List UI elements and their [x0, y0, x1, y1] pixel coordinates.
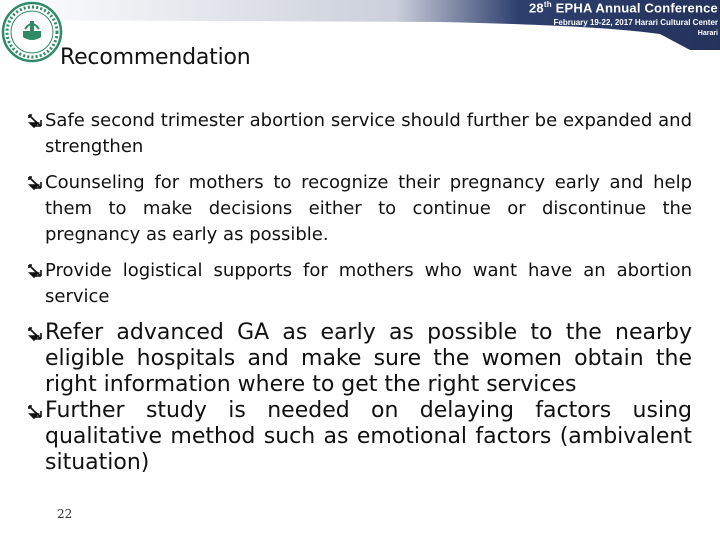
bullet-item — [28, 108, 692, 160]
bullet-item — [28, 170, 692, 248]
bullet-text: Refer advanced GA as early as possible to the nearby eligible hospitals and make sure the women obtain the right information where to get the right services — [45, 320, 692, 397]
conference-city: Harari — [697, 30, 718, 37]
conference-title: 28th EPHA Annual Conference — [529, 0, 718, 16]
bullet-text: Counseling for mothers to recognize their pregnancy early and help them to make decisions either to continue or discontinue the pregnancy as early as possible. — [45, 172, 692, 245]
arrow-down-right-icon — [28, 114, 45, 128]
slide-title: Recommendation — [60, 45, 251, 70]
arrow-down-right-icon — [28, 327, 45, 341]
bullet-list — [28, 108, 692, 476]
page-number: 22 — [57, 507, 73, 521]
conference-subtitle: February 19-22, 2017 Harari Cultural Center — [553, 18, 718, 27]
epha-logo — [1, 1, 63, 63]
arrow-down-right-icon — [28, 405, 45, 419]
bullet-item — [28, 320, 692, 398]
bullet-item — [28, 258, 692, 310]
arrow-down-right-icon — [28, 176, 45, 190]
bullet-text: Safe second trimester abortion service should further be expanded and strengthen — [45, 110, 692, 157]
bullet-text: Provide logistical supports for mothers who want have an abortion service — [45, 260, 692, 307]
arrow-down-right-icon — [28, 264, 45, 278]
bullet-text: Further study is needed on delaying factors using qualitative method such as emotional factors (ambivalent situation) — [45, 398, 692, 475]
bullet-item — [28, 398, 692, 476]
